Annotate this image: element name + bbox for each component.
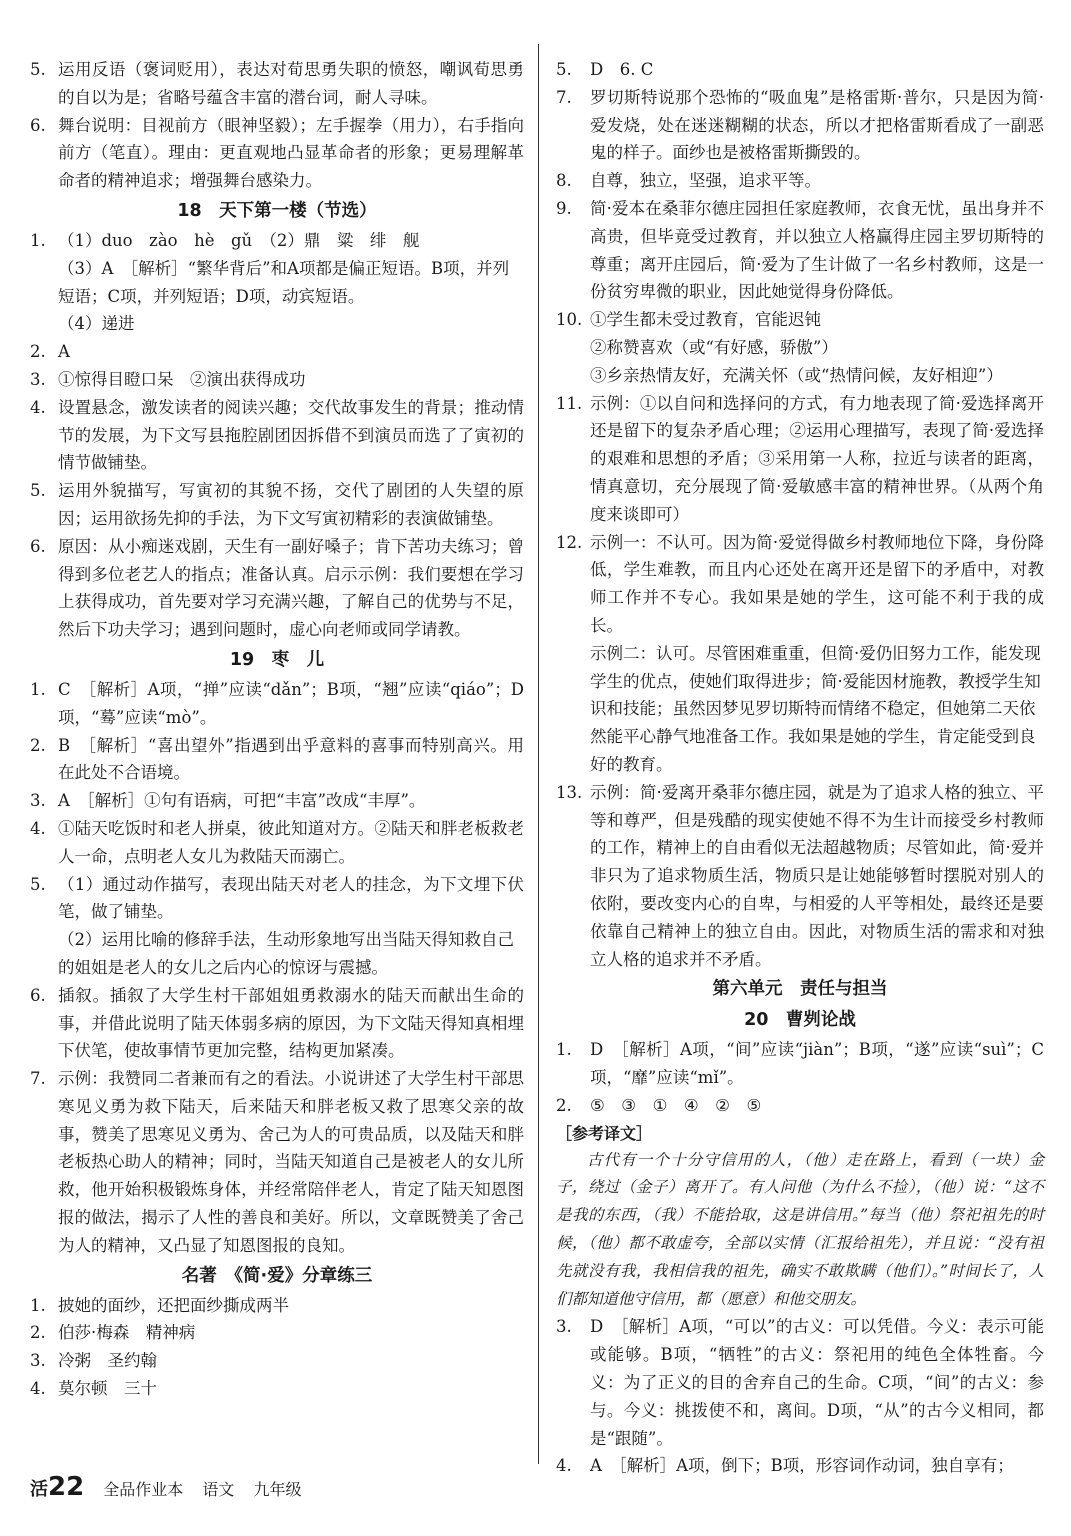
answer-mz-1: 1. 披她的面纱，还把面纱撕成两半	[30, 1295, 289, 1315]
answer-mz-5-6: 5. D 6. C	[556, 60, 654, 79]
answer-19-5-2: （2）运用比喻的修辞手法，生动形象地写出当陆天得知救自己的姐姐是老人的女儿之后内心的惊讶与震撼。	[58, 930, 514, 977]
answer-19-5: 5. （1）通过动作描写，表现出陆天对老人的挂念，为下文埋下伏笔，做了铺垫。	[30, 874, 524, 922]
answer-mz-8: 8. 自尊，独立，坚强，追求平等。	[556, 171, 821, 191]
answer-18-1-3: （3）A ［解析］“繁华背后”和A项都是偏正短语。B项，并列短语；C项，并列短语；D项，动宾短语。	[58, 258, 510, 306]
answer-20-2: 2. ⑤ ③ ① ④ ② ⑤	[556, 1095, 762, 1115]
page-number: 22	[48, 1472, 85, 1502]
answer-19-2: 2. B ［解析］“喜出望外”指遇到出乎意料的喜事而特别高兴。用在此处不合语境。	[30, 735, 524, 783]
answer-mz-9: 9. 简·爱本在桑菲尔德庄园担任家庭教师，衣食无忧，虽出身并不高贵，但毕竟受过教育，并以独立人格赢得庄园主罗切斯特的尊重；离开庄园后，简·爱为了生计做了一名乡村教师，这是一份贫穷卑微的职业，因此她觉得身份降低。	[556, 198, 1044, 302]
answer-mz-13: 13. 示例：简·爱离开桑菲尔德庄园，就是为了追求人格的独立、平等和尊严，但是残酷的现实使她不得不为生计而接受乡村教师的工作，精神上的自由看似无法超越物质；尽管如此，简·爱并非只为了追求物质生活，物质只是让她能够暂时摆脱对别人的依附，要改变内心的自卑，与相爱的人平等相处，最终还是要依靠自己精神上的独立自由。因此，对物质生活的需求和对独立人格的追求并不矛盾。	[556, 782, 1044, 969]
lesson-20-title: 20 曹刿论战	[744, 1010, 856, 1031]
footer-huo: 活	[30, 1479, 48, 1500]
answer-20-3: 3. D ［解析］A项，“可以”的古义：可以凭借。今义：表示可能或能够。B项，“牺牲”的古义：祭祀用的纯色全体牲畜。今义：为了正义的目的舍弃自己的生命。C项，“间”的古义：参与。今义：挑拨使不和，离间。D项，“从”的古今义相同，都是“跟随”。	[556, 1317, 1044, 1448]
grade: 九年级	[253, 1480, 302, 1499]
answer-mz-10-3: ③乡亲热情友好，充满关怀（或“热情问候，友好相迎”）	[590, 365, 1003, 385]
answer-mz-7: 7. 罗切斯特说那个恐怖的“吸血鬼”是格雷斯·普尔，只是因为简·爱发烧，处在迷迷糊糊的状态，所以才把格雷斯看成了一副恶鬼的样子。面纱也是被格雷斯撕毁的。	[556, 87, 1044, 163]
answer-mz-11: 11. 示例：①以自问和选择问的方式，有力地表现了简·爱选择离开还是留下的复杂矛盾心理；②运用心理描写，表现了简·爱选择的艰难和思想的矛盾；③采用第一人称，拉近与读者的距离，情真意切，充分展现了简·爱敏感丰富的精神世界。（从两个角度来谈即可）	[556, 393, 1044, 524]
answer-19-6: 6. 插叙。插叙了大学生村干部姐姐勇救溺水的陆天而献出生命的事，并借此说明了陆天体弱多病的原因，为下文陆天得知真相埋下伏笔，使故事情节更加完整，结构更加紧凑。	[30, 985, 524, 1061]
answer-mz-2: 2. 伯莎·梅森 精神病	[30, 1323, 196, 1343]
classic-reading-title: 名著 《简·爱》分章练三	[181, 1265, 373, 1286]
page-footer	[30, 1472, 316, 1502]
answer-mz-10: 10. ①学生都未受过教育，官能迟钝	[556, 310, 821, 330]
answer-mz-10-2: ②称赞喜欢（或“有好感，骄傲”）	[590, 337, 838, 357]
answer-mz-4: 4. 莫尔顿 三十	[30, 1379, 157, 1399]
answer-20-4: 4. A ［解析］A项，倒下；B项，形容词作动词，独自享有；	[556, 1456, 1014, 1476]
answer-19-3: 3. A ［解析］①句有语病，可把“丰富”改成“丰厚”。	[30, 791, 426, 811]
answer-20-1: 1. D ［解析］A项，“间”应读“jiàn”；B项，“遂”应读“suì”；C项，“靡”应读“mǐ”。	[556, 1040, 1044, 1088]
column-divider	[538, 44, 539, 1464]
answer-mz-3: 3. 冷粥 圣约翰	[30, 1351, 157, 1371]
unit-title: 第六单元 责任与担当	[712, 979, 888, 1000]
answer-18-3: 3. ①惊得目瞪口呆 ②演出获得成功	[30, 369, 306, 389]
answer-19-4: 4. ①陆天吃饭时和老人拼桌，彼此知道对方。②陆天和胖老板救老人一命，点明老人女儿为救陆天而溺亡。	[30, 818, 524, 866]
lesson-19-title: 19 枣 儿	[229, 649, 325, 670]
answer-18-1: 1. （1）duo zào hè gǔ （2）鼎 粱 绯 舰	[30, 230, 420, 250]
lesson-18-title: 18 天下第一楼（节选）	[177, 200, 377, 221]
answer-6: 6. 舞台说明：目视前方（眼神坚毅）；左手握拳（用力），右手指向前方（笔直）。理由：更直观地凸显革命者的形象；更易理解革命者的精神追求；增强舞台感染力。	[30, 115, 524, 191]
answer-18-4: 4. 设置悬念，激发读者的阅读兴趣；交代故事发生的背景；推动情节的发展，为下文写县拖腔剧团因拆借不到演员而选了了寅初的情节做铺垫。	[30, 397, 524, 473]
left-column	[30, 56, 524, 1403]
subject: 语文	[202, 1480, 235, 1499]
reference-translation: 古代有一个十分守信用的人，（他）走在路上，看到（一块）金子，绕过（金子）离开了。有人问他（为什么不捡），（他）说：“这不是我的东西，（我）不能拾取，这是讲信用。”每当（他）祭祀祖先的时候，（他）都不敢虚夸，全部以实情（汇报给祖先），并且说：“没有祖先就没有我，我相信我的祖先，确实不敢欺瞒（他们）。”时间长了，人们都知道他守信用，都（愿意）和他交朋友。	[556, 1150, 1044, 1308]
answer-19-1: 1. C ［解析］A项，“掸”应读“dǎn”；B项，“翘”应读“qiáo”；D项，“蓦”应读“mò”。	[30, 679, 524, 727]
answer-18-5: 5. 运用外貌描写，写寅初的其貌不扬，交代了剧团的人失望的原因；运用欲扬先抑的手法，为下文写寅初精彩的表演做铺垫。	[30, 481, 524, 528]
book-title: 全品作业本	[103, 1480, 184, 1499]
answer-18-6: 6. 原因：从小痴迷戏剧，天生有一副好嗓子；肯下苦功夫练习；曾得到多位老艺人的指点；准备认真。启示示例：我们要想在学习上获得成功，首先要对学习充满兴趣，了解自己的优势与不足，然后下功夫学习；遇到问题时，虚心向老师或同学请教。	[30, 536, 524, 640]
answer-18-1-4: （4）递进	[58, 314, 135, 334]
answer-mz-12-b: 示例二：认可。尽管困难重重，但简·爱仍旧努力工作，能发现学生的优点，使她们取得进步；简·爱能因材施教，教授学生知识和技能；虽然因梦见罗切斯特而情绪不稳定，但她第二天依然能平心静气地准备工作。我如果是她的学生，肯定能受到良好的教育。	[590, 643, 1041, 774]
answer-18-2: 2. A	[30, 342, 70, 362]
reference-translation-heading: ［参考译文］	[556, 1123, 653, 1143]
answer-19-7: 7. 示例：我赞同二者兼而有之的看法。小说讲述了大学生村干部思寒见义勇为救下陆天，后来陆天和胖老板又救了思寒父亲的故事，赞美了思寒见义勇为、舍己为人的可贵品质，以及陆天和胖老板热心助人的精神；同时，当陆天知道自己是被老人的女儿所救，他开始积极锻炼身体，并经常陪伴老人，肯定了陆天知恩图报的做法，揭示了人性的善良和美好。所以，文章既赞美了舍己为人的精神，又凸显了知恩图报的良知。	[30, 1069, 524, 1255]
right-column	[556, 56, 1044, 1480]
answer-5: 5. 运用反语（褒词贬用），表达对荀思勇失职的愤怒，嘲讽荀思勇的自以为是；省略号蕴含丰富的潜台词，耐人寻味。	[30, 60, 524, 107]
answer-mz-12: 12. 示例一：不认可。因为简·爱觉得做乡村教师地位下降，身份降低，学生难教，而且内心还处在离开还是留下的矛盾中，对教师工作并不专心。我如果是她的学生，这可能不利于我的成长。	[556, 532, 1044, 635]
